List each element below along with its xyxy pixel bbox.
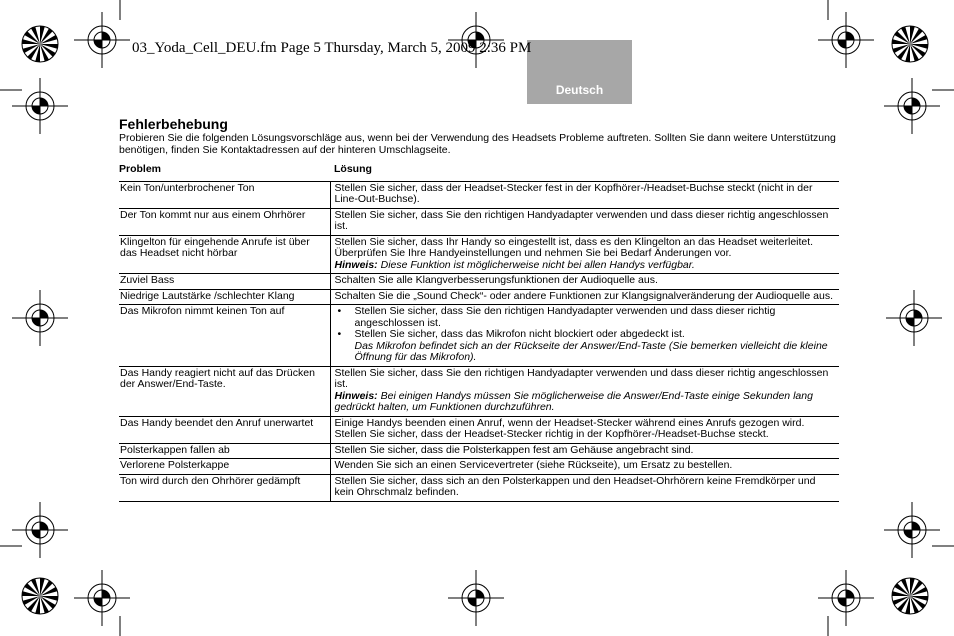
problem-cell: Ton wird durch den Ohrhörer gedämpft [119, 474, 330, 501]
solution-cell: Stellen Sie sicher, dass Sie den richtigen Handyadapter verwenden und dass dieser richtig angeschlossen ist. [330, 208, 839, 235]
table-row [119, 443, 839, 459]
note-text: Diese Funktion ist möglicherweise nicht bei allen Handys verfügbar. [380, 258, 695, 271]
section-title: Fehlerbehebung [119, 116, 228, 132]
solution-text: Einige Handys beenden einen Anruf, wenn der Headset-Stecker während eines Anrufs gezogen wird. [334, 416, 805, 429]
problem-cell: Verlorene Polsterkappe [119, 459, 330, 475]
note-text: Bei einigen Handys müssen Sie möglicherweise die Answer/End-Taste einige Sekunden lang gedrückt halten, um Funktionen durchzuführen. [334, 389, 813, 413]
column-header-solution: Lösung [330, 162, 839, 181]
file-header-line: 03_Yoda_Cell_DEU.fm Page 5 Thursday, March 5, 2009 2:36 PM [132, 40, 532, 56]
solution-cell: Stellen Sie sicher, dass sich an den Polsterkappen und den Headset-Ohrhörern keine Fremdkörper und kein Ohrschmalz befinden. [330, 474, 839, 501]
problem-cell: Der Ton kommt nur aus einem Ohrhörer [119, 208, 330, 235]
problem-cell: Klingelton für eingehende Anrufe ist über das Headset nicht hörbar [119, 235, 330, 274]
table-row [119, 305, 839, 367]
troubleshooting-table [119, 162, 839, 502]
solution-bullet [335, 329, 838, 364]
table-row [119, 366, 839, 416]
table-row [119, 181, 839, 208]
solution-text: Stellen Sie sicher, dass Sie den richtigen Handyadapter verwenden und dass dieser richtig angeschlossen ist. [334, 366, 829, 390]
note-text: Das Mikrofon befindet sich an der Rückseite der Answer/End-Taste (Sie bemerken vielleicht die kleine Öffnung für das Mikrofon). [354, 339, 828, 363]
table-row [119, 416, 839, 443]
column-header-problem: Problem [119, 162, 330, 181]
problem-cell: Niedrige Lautstärke /schlechter Klang [119, 289, 330, 305]
table-row [119, 274, 839, 290]
note-label: Hinweis: [334, 389, 378, 402]
table-header-row [119, 162, 839, 181]
problem-cell: Zuviel Bass [119, 274, 330, 290]
solution-bullet: • Stellen Sie sicher, dass Sie den richtigen Handyadapter verwenden und dass dieser richtig angeschlossen ist. [335, 306, 838, 329]
solution-text: Stellen Sie sicher, dass der Headset-Stecker richtig in der Kopfhörer-/Headset-Buchse steckt. [334, 428, 769, 440]
language-tab-label: Deutsch [555, 83, 604, 97]
section-intro: Probieren Sie die folgenden Lösungsvorschläge aus, wenn bei der Verwendung des Headsets Probleme auftreten. Sollten Sie dann weitere Unterstützung benötigen, finden Sie Kontaktadressen auf der hinteren Umschlagseite. [119, 132, 836, 156]
table-row [119, 208, 839, 235]
solution-cell [330, 366, 839, 416]
solution-bullet-list [335, 306, 838, 364]
solution-cell: Schalten Sie alle Klangverbesserungsfunktionen der Audioquelle aus. [330, 274, 839, 290]
problem-cell: Das Handy beendet den Anruf unerwartet [119, 416, 330, 443]
note [335, 391, 838, 414]
solution-cell: Schalten Sie die „Sound Check“- oder andere Funktionen zur Klangsignalveränderung der Audioquelle aus. [330, 289, 839, 305]
table-row [119, 459, 839, 475]
solution-bullet-text: • Stellen Sie sicher, dass das Mikrofon nicht blockiert oder abgedeckt ist. [354, 328, 685, 340]
table-row [119, 289, 839, 305]
solution-cell [330, 416, 839, 443]
problem-cell: Das Handy reagiert nicht auf das Drücken der Answer/End-Taste. [119, 366, 330, 416]
note [335, 260, 838, 272]
note-label: Hinweis: [334, 258, 378, 271]
table-row [119, 235, 839, 274]
problem-cell: Das Mikrofon nimmt keinen Ton auf [119, 305, 330, 367]
solution-text: Stellen Sie sicher, dass Ihr Handy so eingestellt ist, dass es den Klingelton an das Headset weiterleitet. Überprüfen Sie Ihre Handyeinstellungen und nehmen Sie bei Bedarf Änderungen vor. [334, 235, 814, 259]
solution-cell: Stellen Sie sicher, dass der Headset-Stecker fest in der Kopfhörer-/Headset-Buchse steckt (nicht in der Line-Out-Buchse). [330, 181, 839, 208]
solution-cell: Stellen Sie sicher, dass die Polsterkappen fest am Gehäuse angebracht sind. [330, 443, 839, 459]
language-tab [527, 40, 632, 104]
solution-cell [330, 305, 839, 367]
solution-cell [330, 235, 839, 274]
solution-cell: Wenden Sie sich an einen Servicevertreter (siehe Rückseite), um Ersatz zu bestellen. [330, 459, 839, 475]
problem-cell: Kein Ton/unterbrochener Ton [119, 181, 330, 208]
table-row [119, 474, 839, 501]
problem-cell: Polsterkappen fallen ab [119, 443, 330, 459]
